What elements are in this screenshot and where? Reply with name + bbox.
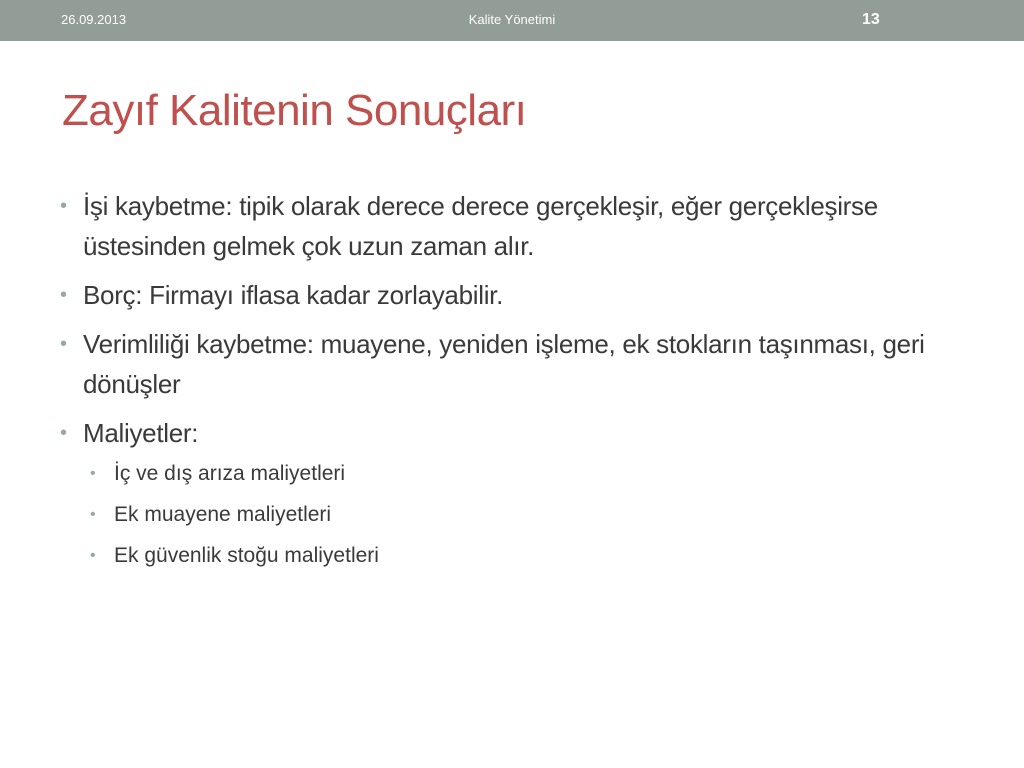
bullet-icon: • [90, 506, 96, 523]
bullet-icon: • [60, 284, 67, 306]
header-date: 26.09.2013 [61, 12, 127, 27]
slide-page-number: 13 [862, 11, 880, 28]
header-bar [0, 0, 1024, 41]
bullet-item [60, 186, 960, 266]
sub-bullet-text: İç ve dış arıza maliyetleri [114, 462, 346, 485]
bullet-icon: • [60, 422, 67, 444]
sub-bullet-text: Ek muayene maliyetleri [114, 503, 332, 526]
slide-body [60, 186, 960, 581]
sub-bullet-item [60, 458, 960, 490]
bullet-text: İşi kaybetme: tipik olarak derece derece gerçekleşir, eğer gerçekleşirse üstesinden gelmek çok uzun zaman alır. [83, 191, 878, 261]
header-course-title: Kalite Yönetimi [468, 12, 556, 27]
bullet-icon: • [90, 465, 96, 482]
bullet-icon: • [60, 333, 67, 355]
bullet-text: Maliyetler: [83, 418, 199, 448]
bullet-text: Verimliliği kaybetme: muayene, yeniden işleme, ek stokların taşınması, geri dönüşler [83, 329, 925, 399]
bullet-text: Borç: Firmayı iflasa kadar zorlayabilir. [83, 280, 504, 310]
bullet-icon: • [90, 547, 96, 564]
bullet-item [60, 275, 960, 315]
sub-bullet-text: Ek güvenlik stoğu maliyetleri [114, 544, 379, 567]
sub-bullet-item [60, 499, 960, 531]
slide-title: Zayıf Kalitenin Sonuçları [62, 86, 527, 135]
bullet-item [60, 324, 960, 404]
bullet-item [60, 413, 960, 453]
bullet-icon: • [60, 195, 67, 217]
sub-bullet-item [60, 540, 960, 572]
